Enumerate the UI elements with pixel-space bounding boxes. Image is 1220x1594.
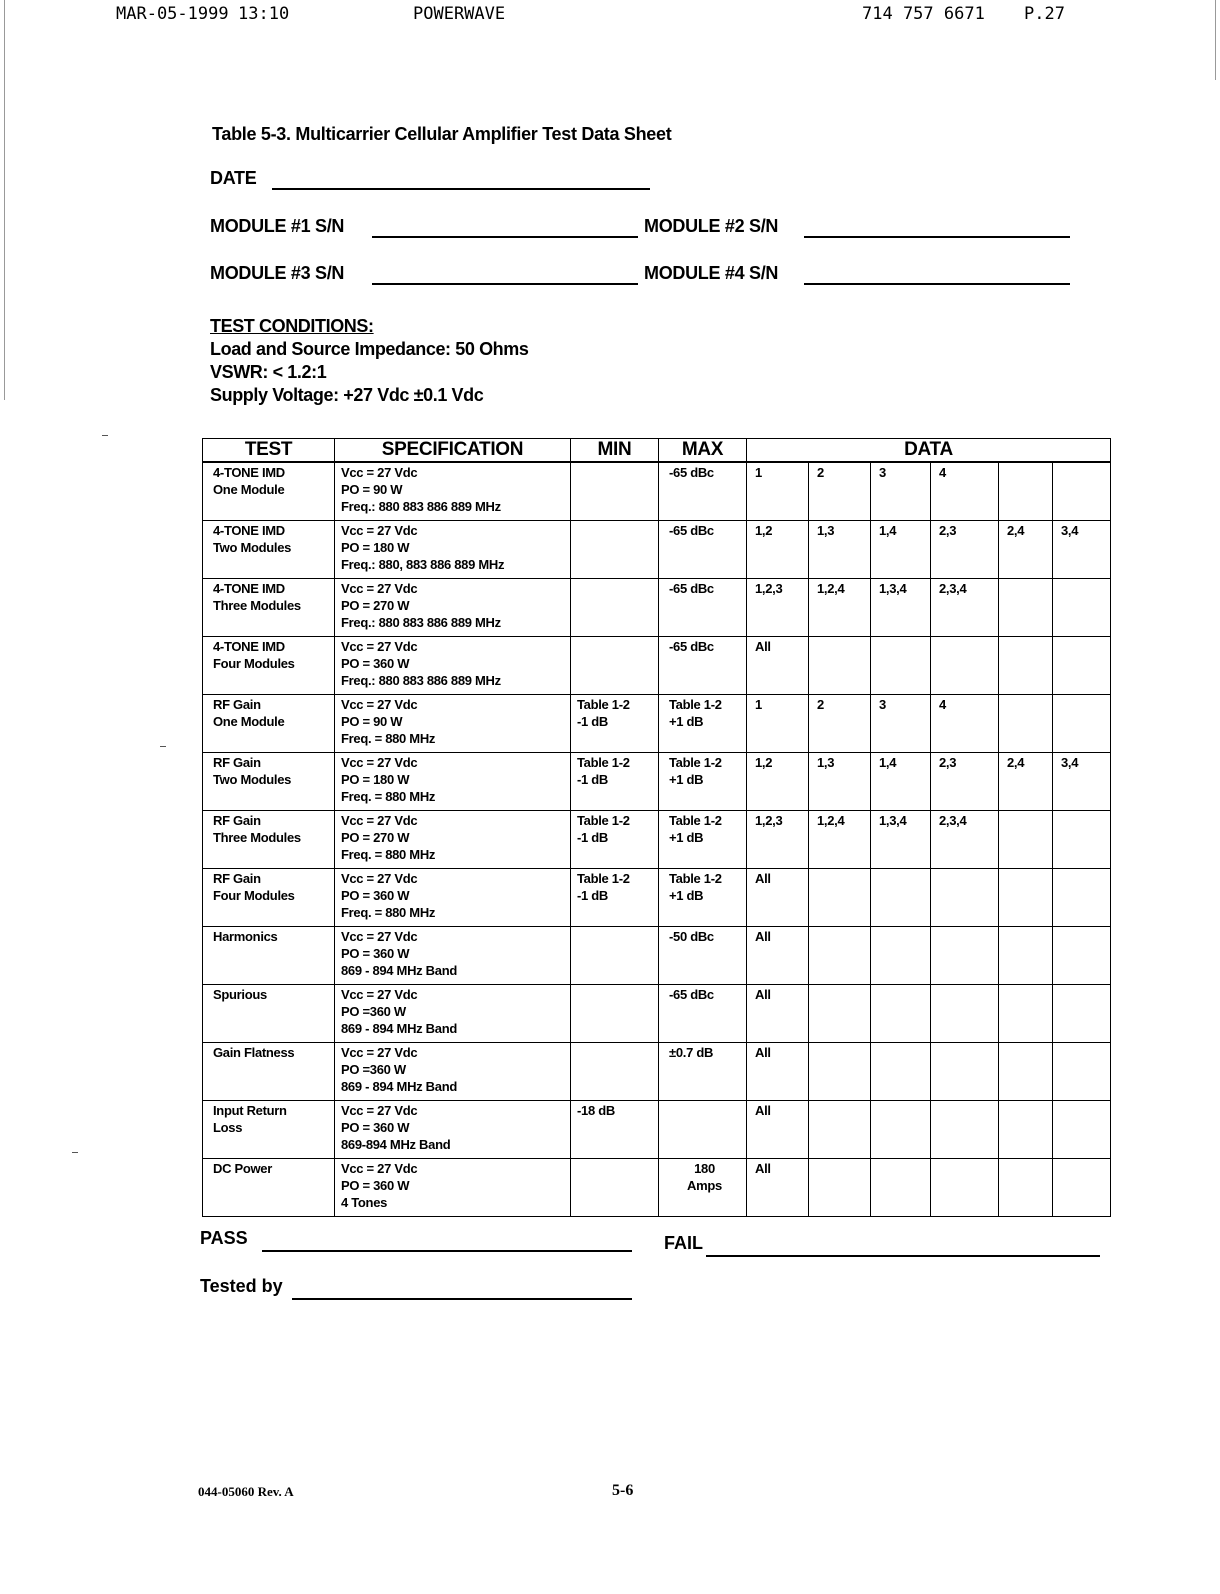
data-entry-cell[interactable] [1053, 1159, 1111, 1217]
data-entry-cell[interactable] [931, 637, 999, 695]
module1-line[interactable] [372, 236, 638, 238]
data-entry-cell[interactable] [1053, 462, 1111, 521]
test-name-cell-line: 4-TONE IMD [213, 465, 285, 480]
max-cell-line: Table 1-2 [669, 813, 722, 828]
test-name-cell [203, 869, 335, 927]
specification-cell-line: Vcc = 27 Vdc [341, 987, 418, 1002]
specification-cell-line: Vcc = 27 Vdc [341, 813, 418, 828]
data-entry-cell[interactable]: 2,4 [999, 753, 1053, 811]
min-cell [571, 869, 659, 927]
min-cell-line: -1 dB [577, 714, 609, 729]
test-name-cell-line: RF Gain [213, 871, 261, 886]
pass-label: PASS [200, 1228, 248, 1248]
specification-cell-line: 869 - 894 MHz Band [341, 1021, 457, 1036]
specification-cell-line: PO =360 W [341, 1004, 406, 1019]
table-row [203, 869, 1111, 927]
data-entry-cell[interactable]: 3,4 [1053, 521, 1111, 579]
specification-cell-line: Vcc = 27 Vdc [341, 1045, 418, 1060]
max-cell [659, 521, 747, 579]
header-data: DATA [747, 439, 1111, 463]
scan-speck [160, 746, 166, 747]
specification-cell-line: Vcc = 27 Vdc [341, 871, 418, 886]
fail-line [706, 1255, 1100, 1257]
module2-label: MODULE #2 S/N [644, 216, 779, 236]
document-title: Table 5-3. Multicarrier Cellular Amplifier Test Data Sheet [212, 124, 672, 144]
table-row [203, 811, 1111, 869]
test-name-cell-line: Input Return [213, 1103, 287, 1118]
data-entry-cell[interactable] [809, 927, 871, 985]
test-data-table [202, 438, 1111, 1217]
data-entry-cell[interactable] [1053, 985, 1111, 1043]
max-cell [659, 985, 747, 1043]
test-name-cell-line: Spurious [213, 987, 267, 1002]
specification-cell-line: Freq. = 880 MHz [341, 789, 436, 804]
data-entry-cell[interactable]: 1,2,4 [809, 579, 871, 637]
specification-cell-line: Vcc = 27 Vdc [341, 465, 418, 480]
module1-label: MODULE #1 S/N [210, 216, 345, 236]
test-name-cell-line: One Module [213, 714, 285, 729]
specification-cell-line: PO = 360 W [341, 946, 410, 961]
min-cell-line: Table 1-2 [577, 697, 630, 712]
max-cell-line: -65 dBc [669, 639, 714, 654]
min-cell [571, 811, 659, 869]
specification-cell [335, 462, 571, 521]
data-entry-cell[interactable] [809, 1043, 871, 1101]
data-entry-cell[interactable]: 2 [809, 462, 871, 521]
table-row [203, 637, 1111, 695]
page-number: 5-6 [612, 1482, 634, 1499]
table-row [203, 521, 1111, 579]
max-cell-line: Table 1-2 [669, 871, 722, 886]
table-row [203, 753, 1111, 811]
data-entry-cell[interactable]: 2,4 [999, 521, 1053, 579]
header-min: MIN [571, 439, 659, 463]
max-cell-line: +1 dB [669, 830, 704, 845]
data-entry-cell[interactable] [871, 1043, 931, 1101]
specification-cell-line: PO = 180 W [341, 540, 410, 555]
data-entry-cell[interactable]: 1,2,4 [809, 811, 871, 869]
max-cell [659, 462, 747, 521]
data-entry-cell[interactable] [999, 811, 1053, 869]
data-entry-cell[interactable] [931, 927, 999, 985]
test-conditions [210, 315, 529, 407]
specification-cell [335, 637, 571, 695]
conditions-heading: TEST CONDITIONS: [210, 316, 374, 336]
max-cell [659, 753, 747, 811]
test-name-cell-line: Three Modules [213, 830, 301, 845]
data-entry-cell[interactable]: 1,3,4 [871, 579, 931, 637]
data-entry-cell[interactable] [1053, 695, 1111, 753]
min-cell-line: Table 1-2 [577, 813, 630, 828]
scan-edge-left [4, 0, 5, 400]
min-cell-line: -1 dB [577, 830, 609, 845]
data-entry-cell[interactable] [999, 1101, 1053, 1159]
specification-cell [335, 521, 571, 579]
table-row [203, 462, 1111, 521]
specification-cell-line: PO = 270 W [341, 830, 410, 845]
data-entry-cell[interactable]: All [747, 927, 809, 985]
data-entry-cell[interactable] [871, 1101, 931, 1159]
module2-line[interactable] [804, 236, 1070, 238]
specification-cell-line: PO = 180 W [341, 772, 410, 787]
test-name-cell-line: Three Modules [213, 598, 301, 613]
date-field[interactable] [210, 168, 650, 194]
min-cell-line: Table 1-2 [577, 871, 630, 886]
table-row [203, 1159, 1111, 1217]
data-entry-cell[interactable] [871, 637, 931, 695]
max-cell [659, 637, 747, 695]
module3-label: MODULE #3 S/N [210, 263, 345, 283]
test-name-cell [203, 1101, 335, 1159]
data-entry-cell[interactable]: All [747, 985, 809, 1043]
min-cell-line: -18 dB [577, 1103, 615, 1118]
data-entry-cell[interactable] [809, 1101, 871, 1159]
data-entry-cell[interactable] [999, 1043, 1053, 1101]
max-cell-line: 180 [694, 1161, 715, 1176]
test-name-cell-line: Loss [213, 1120, 243, 1135]
max-cell [659, 1101, 747, 1159]
min-cell-line: -1 dB [577, 888, 609, 903]
max-cell-line: -50 dBc [669, 929, 714, 944]
table-row [203, 927, 1111, 985]
data-entry-cell[interactable] [1053, 1043, 1111, 1101]
module4-line[interactable] [804, 283, 1070, 285]
fax-date: MAR-05-1999 [116, 4, 229, 24]
data-entry-cell[interactable]: 1,4 [871, 753, 931, 811]
test-name-cell-line: 4-TONE IMD [213, 523, 285, 538]
specification-cell-line: PO =360 W [341, 1062, 406, 1077]
specification-cell-line: Vcc = 27 Vdc [341, 755, 418, 770]
table-header-row [203, 439, 1111, 463]
specification-cell [335, 1043, 571, 1101]
data-entry-cell[interactable] [1053, 811, 1111, 869]
test-name-cell [203, 927, 335, 985]
scan-speck [102, 435, 108, 436]
data-entry-cell[interactable] [809, 985, 871, 1043]
data-entry-cell[interactable]: 1,3,4 [871, 811, 931, 869]
test-name-cell-line: 4-TONE IMD [213, 581, 285, 596]
data-entry-cell[interactable]: 4 [931, 462, 999, 521]
specification-cell-line: 869 - 894 MHz Band [341, 1079, 457, 1094]
max-cell-line: Table 1-2 [669, 755, 722, 770]
module4-label: MODULE #4 S/N [644, 263, 779, 283]
table-row [203, 985, 1111, 1043]
data-entry-cell[interactable]: 2,3 [931, 521, 999, 579]
data-entry-cell[interactable]: 1 [747, 462, 809, 521]
test-name-cell-line: RF Gain [213, 813, 261, 828]
header-max: MAX [659, 439, 747, 463]
table-row [203, 695, 1111, 753]
max-cell-line: -65 dBc [669, 581, 714, 596]
data-entry-cell[interactable]: 3,4 [1053, 753, 1111, 811]
test-name-cell-line: RF Gain [213, 755, 261, 770]
module-row-3-4 [210, 263, 1070, 289]
data-entry-cell[interactable]: All [747, 869, 809, 927]
specification-cell-line: PO = 90 W [341, 714, 403, 729]
specification-cell-line: Vcc = 27 Vdc [341, 523, 418, 538]
conditions-supply-voltage: Supply Voltage: +27 Vdc ±0.1 Vdc [210, 385, 484, 405]
max-cell [659, 1043, 747, 1101]
data-entry-cell[interactable]: 1,2 [747, 521, 809, 579]
specification-cell-line: Vcc = 27 Vdc [341, 639, 418, 654]
max-cell-line: +1 dB [669, 714, 704, 729]
data-entry-cell[interactable] [871, 1159, 931, 1217]
data-entry-cell[interactable] [871, 985, 931, 1043]
max-cell [659, 695, 747, 753]
max-cell-line: -65 dBc [669, 465, 714, 480]
test-name-cell [203, 985, 335, 1043]
data-entry-cell[interactable] [999, 637, 1053, 695]
header-specification: SPECIFICATION [335, 439, 571, 463]
max-cell-line: Table 1-2 [669, 697, 722, 712]
test-name-cell [203, 1159, 335, 1217]
data-entry-cell[interactable]: 2,3,4 [931, 811, 999, 869]
specification-cell-line: Vcc = 27 Vdc [341, 1161, 418, 1176]
data-entry-cell[interactable] [809, 1159, 871, 1217]
specification-cell-line: PO = 90 W [341, 482, 403, 497]
test-name-cell-line: 4-TONE IMD [213, 639, 285, 654]
specification-cell [335, 985, 571, 1043]
data-entry-cell[interactable]: 4 [931, 695, 999, 753]
specification-cell-line: Freq.: 880 883 886 889 MHz [341, 673, 501, 688]
data-entry-cell[interactable]: 1,2,3 [747, 579, 809, 637]
specification-cell-line: Freq.: 880, 883 886 889 MHz [341, 557, 505, 572]
test-name-cell [203, 462, 335, 521]
data-entry-cell[interactable] [931, 1043, 999, 1101]
data-entry-cell[interactable] [999, 985, 1053, 1043]
specification-cell-line: 869-894 MHz Band [341, 1137, 451, 1152]
data-entry-cell[interactable]: 1,3 [809, 753, 871, 811]
data-entry-cell[interactable] [999, 462, 1053, 521]
min-cell [571, 927, 659, 985]
table-row [203, 1043, 1111, 1101]
test-name-cell [203, 521, 335, 579]
data-entry-cell[interactable] [999, 1159, 1053, 1217]
max-cell [659, 869, 747, 927]
max-cell-line: -65 dBc [669, 987, 714, 1002]
test-name-cell [203, 579, 335, 637]
test-name-cell-line: Harmonics [213, 929, 278, 944]
header-test: TEST [203, 439, 335, 463]
specification-cell [335, 927, 571, 985]
min-cell [571, 521, 659, 579]
test-name-cell [203, 811, 335, 869]
max-cell-line: +1 dB [669, 772, 704, 787]
max-cell [659, 579, 747, 637]
table-body [203, 462, 1111, 1217]
pass-field[interactable] [200, 1228, 640, 1256]
data-entry-cell[interactable]: All [747, 1159, 809, 1217]
min-cell [571, 637, 659, 695]
data-entry-cell[interactable]: 1,2,3 [747, 811, 809, 869]
data-entry-cell[interactable]: 1,3 [809, 521, 871, 579]
min-cell [571, 1159, 659, 1217]
data-entry-cell[interactable] [871, 869, 931, 927]
data-entry-cell[interactable] [809, 869, 871, 927]
scan-edge-right [1215, 0, 1216, 80]
tested-by-field[interactable] [200, 1276, 640, 1304]
max-cell [659, 1159, 747, 1217]
min-cell [571, 985, 659, 1043]
test-name-cell [203, 637, 335, 695]
data-entry-cell[interactable] [931, 1159, 999, 1217]
test-name-cell-line: RF Gain [213, 697, 261, 712]
data-entry-cell[interactable]: 1,2 [747, 753, 809, 811]
specification-cell-line: Freq. = 880 MHz [341, 847, 436, 862]
specification-cell-line: 869 - 894 MHz Band [341, 963, 457, 978]
test-name-cell-line: DC Power [213, 1161, 273, 1176]
min-cell [571, 1101, 659, 1159]
max-cell-line: +1 dB [669, 888, 704, 903]
specification-cell-line: Vcc = 27 Vdc [341, 581, 418, 596]
data-entry-cell[interactable] [1053, 579, 1111, 637]
test-name-cell-line: Four Modules [213, 888, 295, 903]
min-cell [571, 753, 659, 811]
specification-cell-line: Vcc = 27 Vdc [341, 929, 418, 944]
fail-field[interactable] [664, 1233, 1100, 1261]
fax-time: 13:10 [238, 4, 290, 24]
data-entry-cell[interactable]: 2,3,4 [931, 579, 999, 637]
max-cell-line: Amps [687, 1178, 722, 1193]
data-entry-cell[interactable]: 2,3 [931, 753, 999, 811]
pass-line [262, 1250, 632, 1252]
specification-cell [335, 1159, 571, 1217]
table-row [203, 579, 1111, 637]
table-row [203, 1101, 1111, 1159]
test-name-cell-line: Gain Flatness [213, 1045, 295, 1060]
data-entry-cell[interactable]: All [747, 1043, 809, 1101]
date-line [272, 188, 650, 190]
data-entry-cell[interactable]: 1,4 [871, 521, 931, 579]
specification-cell [335, 753, 571, 811]
data-entry-cell[interactable]: 3 [871, 695, 931, 753]
min-cell-line: Table 1-2 [577, 755, 630, 770]
module3-line[interactable] [372, 283, 638, 285]
max-cell [659, 811, 747, 869]
specification-cell-line: PO = 360 W [341, 1178, 410, 1193]
min-cell [571, 579, 659, 637]
fax-phone: 714 757 6671 [862, 4, 985, 24]
test-name-cell [203, 753, 335, 811]
document-number: 044-05060 Rev. A [198, 1484, 294, 1499]
min-cell-line: -1 dB [577, 772, 609, 787]
data-entry-cell[interactable] [1053, 927, 1111, 985]
test-name-cell-line: Two Modules [213, 540, 292, 555]
test-name-cell [203, 695, 335, 753]
data-entry-cell[interactable]: All [747, 637, 809, 695]
data-entry-cell[interactable] [1053, 637, 1111, 695]
max-cell-line: ±0.7 dB [669, 1045, 714, 1060]
min-cell [571, 462, 659, 521]
fax-company: POWERWAVE [413, 4, 506, 24]
date-label: DATE [210, 168, 257, 188]
data-entry-cell[interactable] [1053, 1101, 1111, 1159]
specification-cell [335, 695, 571, 753]
specification-cell-line: PO = 360 W [341, 1120, 410, 1135]
specification-cell [335, 1101, 571, 1159]
min-cell [571, 1043, 659, 1101]
data-entry-cell[interactable]: 1 [747, 695, 809, 753]
conditions-vswr: VSWR: < 1.2:1 [210, 362, 327, 382]
fax-page: P.27 [1024, 4, 1065, 24]
data-entry-cell[interactable] [999, 869, 1053, 927]
data-entry-cell[interactable] [999, 695, 1053, 753]
data-entry-cell[interactable] [999, 927, 1053, 985]
data-entry-cell[interactable] [999, 579, 1053, 637]
fail-label: FAIL [664, 1233, 703, 1253]
specification-cell-line: Freq.: 880 883 886 889 MHz [341, 499, 501, 514]
data-entry-cell[interactable] [1053, 869, 1111, 927]
data-entry-cell[interactable] [809, 637, 871, 695]
data-entry-cell[interactable]: All [747, 1101, 809, 1159]
data-entry-cell[interactable] [871, 927, 931, 985]
test-name-cell-line: Four Modules [213, 656, 295, 671]
data-entry-cell[interactable] [931, 985, 999, 1043]
fax-header [0, 0, 1220, 32]
max-cell-line: -65 dBc [669, 523, 714, 538]
specification-cell [335, 811, 571, 869]
specification-cell [335, 579, 571, 637]
test-name-cell-line: One Module [213, 482, 285, 497]
data-entry-cell[interactable] [931, 869, 999, 927]
conditions-impedance: Load and Source Impedance: 50 Ohms [210, 339, 529, 359]
specification-cell-line: 4 Tones [341, 1195, 388, 1210]
data-entry-cell[interactable] [931, 1101, 999, 1159]
specification-cell-line: PO = 360 W [341, 888, 410, 903]
module-row-1-2 [210, 216, 1070, 242]
max-cell [659, 927, 747, 985]
specification-cell-line: Freq.: 880 883 886 889 MHz [341, 615, 501, 630]
specification-cell-line: PO = 360 W [341, 656, 410, 671]
specification-cell-line: Freq. = 880 MHz [341, 731, 436, 746]
scan-speck [72, 1152, 78, 1153]
specification-cell-line: PO = 270 W [341, 598, 410, 613]
specification-cell [335, 869, 571, 927]
tested-by-line [292, 1298, 632, 1300]
tested-by-label: Tested by [200, 1276, 283, 1296]
specification-cell-line: Freq. = 880 MHz [341, 905, 436, 920]
test-name-cell-line: Two Modules [213, 772, 292, 787]
data-entry-cell[interactable]: 3 [871, 462, 931, 521]
min-cell [571, 695, 659, 753]
specification-cell-line: Vcc = 27 Vdc [341, 697, 418, 712]
test-name-cell [203, 1043, 335, 1101]
specification-cell-line: Vcc = 27 Vdc [341, 1103, 418, 1118]
data-entry-cell[interactable]: 2 [809, 695, 871, 753]
